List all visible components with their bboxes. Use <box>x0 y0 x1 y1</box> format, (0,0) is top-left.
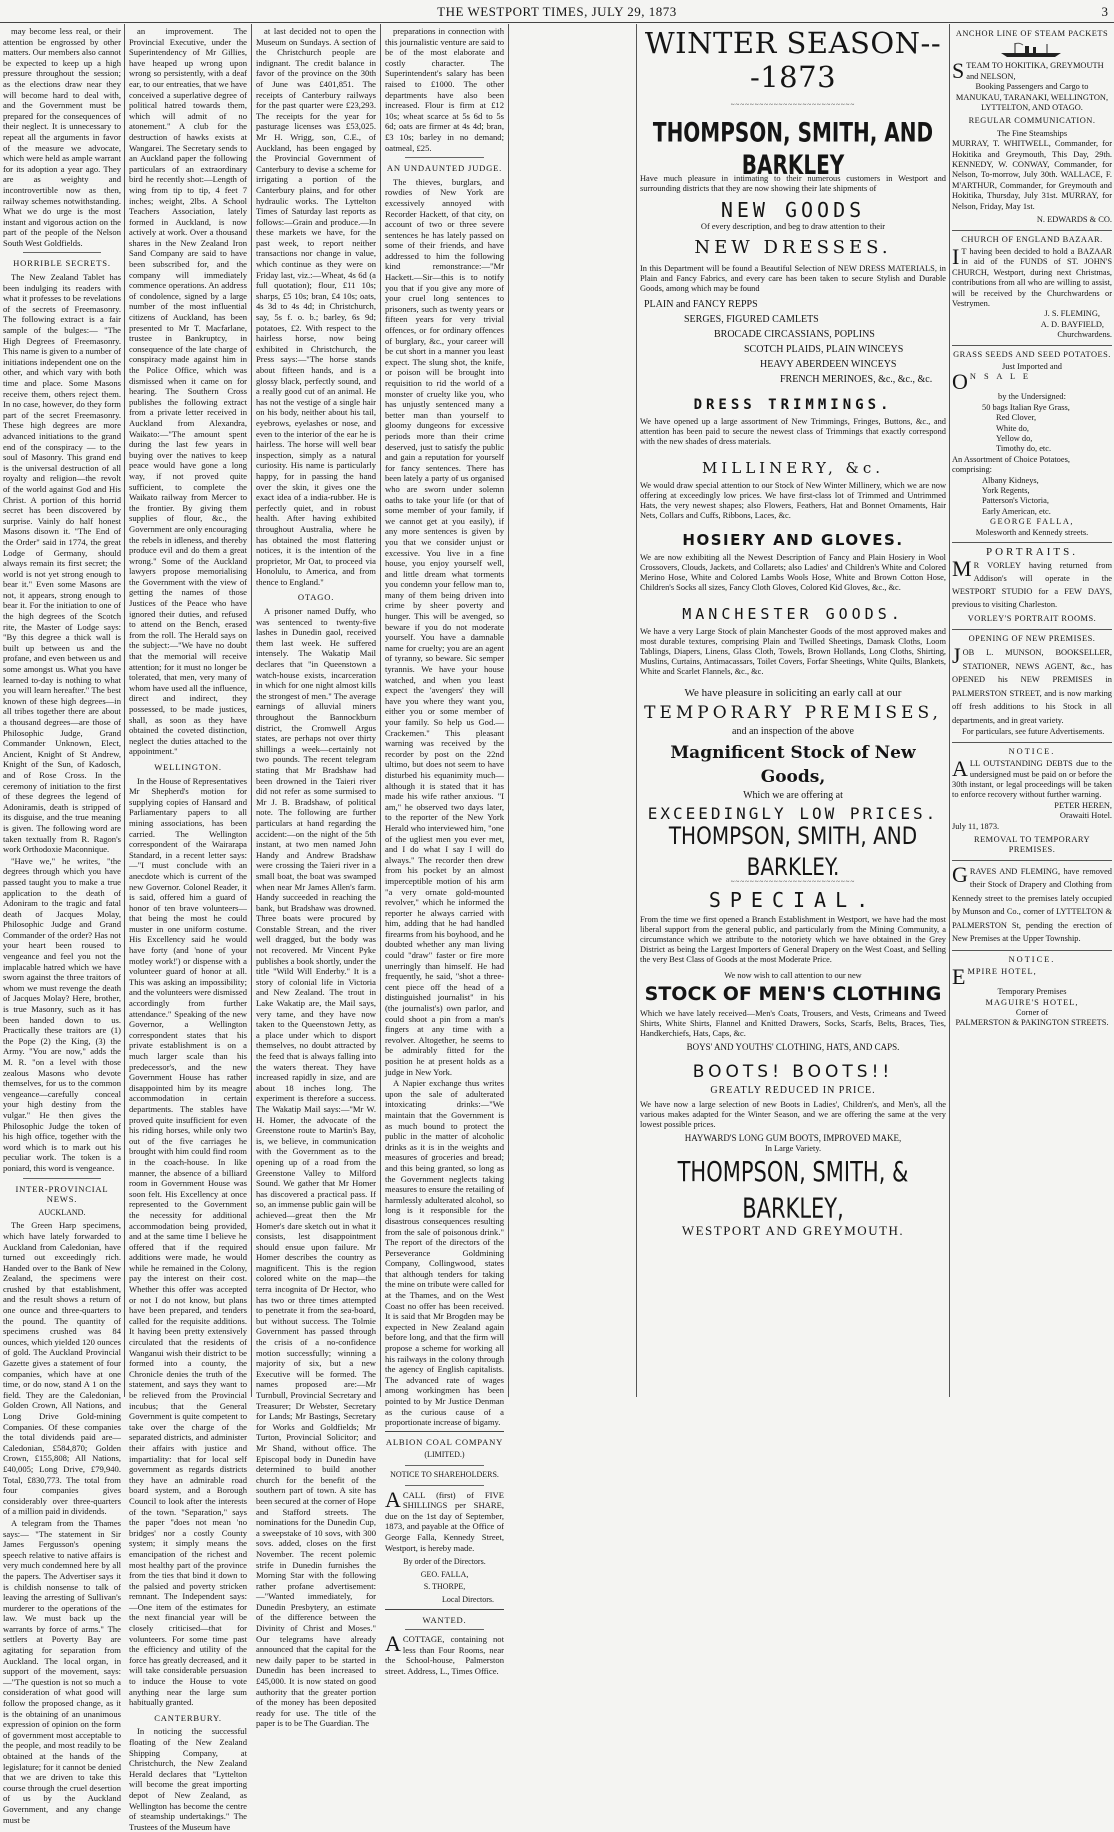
ad-debts-name: PETER HEREN, <box>1054 800 1112 810</box>
ad-intro: Have much pleasure in intimating to their numerous customers in Westport and surrounding districts that they are now showing their late shipments of <box>640 174 946 193</box>
ad-soliciting: We have pleasure in soliciting an early call at our <box>684 687 902 699</box>
column-4 <box>385 26 504 1676</box>
fabric-item: FRENCH MERINOES, &c., &c., &c. <box>780 374 933 385</box>
divider <box>405 1629 484 1630</box>
ad-manchester-body: We have a very Large Stock of plain Manchester Goods of the most approved makes and most durable textures, comprising Plain and Twilled Sheetings, Damask Cloths, Loom Tablings, Diapers, Linens, Glass Cloth, Towels, Brown Hollands, Long Cloths, Shirting, Muslins, Curtains, Antimacassars, Toilet Covers, Forfar Sheetings, White Quilts, Blankets, White and Scarlet Flannels, &c., &c. <box>640 627 946 676</box>
divider <box>385 1609 504 1610</box>
article-text: "Have we," he writes, "the degrees through which you have passed taught you to make a true application to the death of Adoniram to the tragic and fatal death of Jacques Molay, Philosophic Judge and Grand Commander of the order? Has not your heart been roused to vengeance and feel you not the implacable hatred which we have sworn against the three traitors of whom we must revenge the death of Jacques Molay? Here, brother, is true Masonry, such as it has been handed down to us. Practically these traitors are (1) the Pope (2) the King, (3) the Army. "You are now," adds the M. R. "on a level with those zealous Masons who devote themselves, for us to the common vengeance—carefully conceal your high destiny from the vulgar." He then gives the Philosophic Judge the token of his high office, together with the word which is to mark out his peculiar work. The token is a poniard, this word is vengeance. <box>3 855 121 1173</box>
drop-cap: S <box>952 58 965 84</box>
ad-grass-sale <box>952 369 1112 395</box>
ad-albion-role: Local Directors. <box>442 1594 494 1604</box>
drop-cap: O <box>952 369 968 395</box>
ad-boots-body: We have now a large selection of new Boots in Ladies', Children's, and Men's, all the various makes adapted for the Winter Season, and we are offering the same at the very lowest possible prices. <box>640 1100 946 1129</box>
ad-magnificent-stock: Magnificent Stock of New Goods, <box>670 743 916 787</box>
ad-graves-body <box>952 861 1112 946</box>
drop-cap: G <box>952 861 968 887</box>
article-text: A Napier exchange thus writes upon the sale of adulterated intoxicating drinks:—"We maintain that the Government is as much bound to protect the public in the matter of alcoholic drinks as it is in the weights and measures of groceries and bread; and this being granted, so long as the Government neglects taking measures to ensure the retailing of harmlessly adulterated alcohol, so long is it responsible for the disastrous consequences resulting from the sale of poisonous drink." The report of the directors of the Perseverance Goldmining Company, Collingwood, states that although tenders for taking the mine on tribute were called for at the Thames, and on the West Coast no offer has been received. It is said that Mr Brogden may be expected in New Zealand again before long, and that the firm will propose a scheme for working all his railways in the colony through the agency of English capitalists. The advanced rate of wages among workingmen has been pointed to by Mr Justice Denman as the curious cause of a proportionate increase of bigamy. <box>385 1078 504 1428</box>
ad-albion-name-1: GEO. FALLA, <box>420 1569 469 1579</box>
headline-undaunted-judge: AN UNDAUNTED JUDGE. <box>386 163 503 174</box>
article-text: In the House of Representatives Mr Shepherd's motion for supplying copies of Hansard and Parliamentary papers to all mining associations, has been carried. The Wellington correspondent of the Wairarapa Standard, in a recent letter says:—"I must conclude with an anecdote which is current of the new Governor. Colonel Reader, it is said, offered him a guard of honor of ten brave volunteers—that being the most he could muster in one uniform costume. His Excellency said he would have forty (and 'none of your motley work!') or dispense with a volunteer guard of honor at all. This was asking an impossibility; and the volunteers were dismissed accordingly from further attendance." Speaking of the new Governor, a Wellington correspondent states that his private establishment is on a much larger scale than his predecessor's, and the new Government House has rather disappointed him by its meagre accommodation in certain departments. The stables have proved quite insufficient for even his riding horses, while only two out of the five carriages he brought with him could find room in the coach-house. In like manner, the absence of a billiard room in Government House was soon felt. His Excellency at once represented to the Government the necessity for additional accommodation being provided, and at the same time I believe he offered that if the required additions were made, he would while he remained in the Colony, pay the interest on their cost. Whether this offer was accepted or not I do not know, but plans have been prepared, and tenders called for the requisite additions. It having been pretty extensively circulated that the residents of Wanganui wish their district to be formed into a county, the Chronicle denies the truth of the statement, and says they want to be relieved from the Provincial incubus; that the General Government is quite competent to take over the charge of the separated districts, and administer their affairs with justice and impartiality: that for local self government as regards districts they have an admirable road board system, and a Borough Council to look after the interests of the town. "Separation," says the paper "does not mean 'no bridges' nor a costly County system; it simply means the emancipation of the richest and most healthy part of the province from the ties that bind it down to the palsied and poverty stricken remnant. The Independent says:—One item of the estimates for the next financial year will be closely criticised—that for volunteers. For some time past the efficiency and utility of the force has greatly decreased, and it will take considerable persuasion to induce the House to vote anything near the large sum habitually granted. <box>129 775 247 1708</box>
ad-grass-imported: Just Imported and <box>1001 361 1062 371</box>
drop-cap: A <box>385 1486 401 1512</box>
ad-location: WESTPORT AND GREYMOUTH. <box>681 1223 905 1238</box>
ad-reduced: GREATLY REDUCED IN PRICE. <box>710 1085 876 1096</box>
ad-munson-body <box>952 643 1112 727</box>
ad-albion-title: ALBION COAL COMPANY <box>385 1436 504 1447</box>
ad-new-goods: NEW GOODS <box>720 198 866 222</box>
ad-wanted-title: WANTED. <box>422 1614 467 1625</box>
ad-bazaar-name-1: J. S. FLEMING, <box>1044 309 1100 319</box>
ad-agents: N. EDWARDS & CO. <box>1036 215 1112 225</box>
article-text: preparations in connection with this journalistic venture are said to be of the most elaborate and costly character. The Superintendent's salary has been raised to £1000. The other departments have also been increased. Flour is firm at £12 10s; wheat scarce at 5s 6d to 5s 6d; oats are firmer at 4s 4d; bran, £3 10s; barley in no demand; oatmeal, £25. <box>385 26 504 153</box>
ad-empire <box>952 964 1112 990</box>
fabric-list <box>640 297 946 387</box>
drop-cap: M <box>952 556 972 582</box>
drop-cap: J <box>952 643 961 669</box>
article-text: at last decided not to open the Museum on Sundays. A section of the Christchurch people are indignant. The credit balance in favor of the province on the 30th of June was £401,851. The receipts of Canterbury railways for the past quarter were £23,293. The receipts for the year for pasturage licenses was £53,025. Mr H. Wrigg, son, C.E., of Auckland, has been engaged by the Provincial Government of Canterbury to devise a scheme for irrigating a portion of the Canterbury plains, and for other hydraulic works. The Lyttelton Times of Saturday last reports as follows:—Grain and produce.—In these markets we have, for the past week, to report neither transactions nor change in value, which continue as they were on Friday last, viz.:—Wheat, 4s 6d (a full quotation); flour, £11 10s; sharps, £5 10s; bran, £4 10s; oats, 4s 3d to 4s 4d; in Christchurch, say, 5s f. o. b.; barley, 6s 9d; potatoes, £2. With respect to the hairless horse, now being exhibited in Christchurch, the Press says:—"The horse stands about fifteen hands, and is a glossy black, perfectly sound, and a really good cut of an animal. He has not the vestige of a single hair on his body, neither about his tail, eyebrows, eyelashes or nose, and even to the interior of the ear he is hairless. The horse will well bear inspection, simply as a natural curiosity. His name is particularly happy, for in passing the hand over the skin, it gives one the exact idea of a india-rubber. He is perfectly quiet, and in robust health. After having exhibited throughout Australia, where he has obtained the most flattering notices, it is the intention of the proprietor, Mr Oat, to proceed via Honolulu, to America, and from thence to England." <box>256 26 376 587</box>
ad-albion-text: CALL (first) of FIVE SHILLINGS per SHARE, due on the 1st day of September, 1873, and payable at the Office of George Falla, Kennedy Street, Westport, is hereby made. <box>385 1489 504 1553</box>
column-2 <box>129 26 247 1832</box>
ad-debts-hotel: Orawaiti Hotel. <box>1059 811 1112 821</box>
ad-munson-text: OB L. MUNSON, BOOKSELLER, STATIONER, NEWS AGENT, &c., has OPENED his NEW PREMISES in PALMERSTON STREET, and is now marking off fresh additions to his Stock in all departments, and in great variety. <box>952 648 1112 725</box>
potato-list <box>952 476 1112 518</box>
ad-wish: We now wish to call attention to our new <box>724 971 862 980</box>
ad-desc: Of every description, and beg to draw attention to their <box>700 222 886 231</box>
grass-item: Red Clover, <box>996 413 1037 423</box>
headline-horrible-secrets: HORRIBLE SECRETS. <box>13 258 111 269</box>
ad-bazaar-role: Churchwardens. <box>1057 330 1112 340</box>
ad-albion-body <box>385 1486 504 1554</box>
divider <box>952 950 1112 951</box>
grass-item: White do, <box>996 423 1030 433</box>
divider <box>405 1485 484 1486</box>
ad-mens-clothing: STOCK OF MEN'S CLOTHING <box>644 983 942 1005</box>
ad-anchor-line: ANCHOR LINE OF STEAM PACKETS <box>955 29 1109 38</box>
ad-munson-particulars: For particulars, see future Advertisements. <box>962 727 1105 737</box>
ad-special-body: From the time we first opened a Branch Establishment in Westport, we have had the most liberal support from the general public, and particularly from the Mining Community, a circumstance which we attribute to the notoriety which we have obtained in the Grey District as being the Largest Importers of General Drapery on the West Coast, and Selling the very Best Class of Goods at the most Moderate Price. <box>640 915 946 964</box>
ad-notice-2: NOTICE. <box>1008 954 1056 964</box>
ad-grass-sale-text: N S A L E <box>969 372 1032 382</box>
ad-firm-name-2: THOMPSON, SMITH, AND BARKLEY. <box>668 821 918 881</box>
page-number: 3 <box>1101 4 1108 19</box>
divider <box>23 1178 101 1179</box>
fabric-item: BROCADE CIRCASSIANS, POPLINS <box>714 329 875 340</box>
ad-low-prices: EXCEEDINGLY LOW PRICES. <box>647 804 939 823</box>
ad-bazaar-text: T having been decided to hold a BAZAAR in aid of the FUNDS of ST. JOHN'S CHURCH, Westport, during next Christmas, contributions from all who are willing to assist, will be received by the Churchwardens or Vestrymen. <box>952 246 1112 308</box>
fabric-item: SERGES, FIGURED CAMLETS <box>684 314 819 325</box>
drapery-advertisement <box>640 26 946 1395</box>
ad-which: Which we are offering at <box>743 790 843 801</box>
fabric-item: SCOTCH PLAIDS, PLAIN WINCEYS <box>744 344 904 355</box>
section-wellington: WELLINGTON. <box>154 761 222 772</box>
article-text: In noticing the successful floating of the New Zealand Shipping Company, at Christchurch, the New Zealand Herald declares that "Lyttelton will become the great importing depot of New Zealand, as Wellington has become the centre of steamship undertakings." The Trustees of the Museum have <box>129 1726 247 1832</box>
ad-corner: Corner of <box>1015 1007 1049 1017</box>
column-3 <box>256 26 376 1729</box>
ad-steam-body <box>952 58 1112 84</box>
article-text: an improvement. The Provincial Executive, under the Superintendency of Mr Gillies, have heaped up wrong upon wrong so persistently, with a deaf ear, to our entreaties, that we have conceived a superlative degree of political hatred towards them, which will admit of no atonement." A club for the destruction of hawks exists at Wangarei. The Secretary sends to an Auckland paper the following particulars of an extraordinary bird he recently shot:—Length of wing from tip to tip, 4 feet 7 inches; weight, 2lbs. A School Teachers Association, lately formed in Auckland, is now actively at work. Over a thousand shares in the New Zealand Iron Sand Company are said to have been subscribed for, and the company will immediately commence operations. An address of condolence, signed by a large number of the most influential citizens of Auckland, has been presented to Mr T. Macfarlane, trustee in Bankruptcy, in consequence of the late charge of conspiracy made against him in the Police Office, which was dismissed when it came on for hearing. The Southern Cross publishes the following extract from a private letter received in Auckland from Alexandra, Waikato:—"The amount spent during the last few years in buying over the natives to keep peace would have gone a long way, if not proved quite sufficient, to complete the Waikato railway from Mercer to the frontier. By giving them supplies of flour, &c., the Government are only encouraging the rebels in idleness, and thereby produce evil and do them a great wrong." Some of the Auckland lawyers propose memorialising the Government with the view of getting the names of those Justices of the Peace who have ignored their duties, and refused to attend on the Bench, erased from the roll. The Herald says on the subject:—"We have no doubt that the memorial will receive attention; for it must no longer be tolerated, that men, very many of whom have used all the influence, direct and indirect, they possessed, to be made justices, shall, as soon as they have obtained the coveted distinction, neglect the duties attached to the appointment." <box>129 26 247 757</box>
ad-ships: MURRAY, T. WHITWELL, Commander, for Hokitika and Greymouth, This Day, 29th. KENNEDY, W. CONWAY, Commander, for Nelson, To-morrow, July 30th. WALLACE, F. M'ARTHUR, Commander, for Greymouth and Hokitika, Thursday, July 31st. MURRAY, for Nelson, Friday, May 1st. <box>952 139 1112 211</box>
divider <box>952 542 1112 543</box>
ad-manchester: MANCHESTER GOODS. <box>682 605 904 623</box>
steamship-icon <box>997 41 1067 59</box>
ad-removal: REMOVAL TO TEMPORARY PREMISES. <box>973 834 1091 855</box>
ad-dresses-body: In this Department will be found a Beautiful Selection of NEW DRESS MATERIALS, in Plain and Fancy Fabrics, and every care has been taken to secure Stylish and Durable Goods, among which may be found <box>640 264 946 293</box>
ad-debts-text: LL OUTSTANDING DEBTS due to the undersigned must be paid on or before the 30th instant, or legal proceedings will be taken to enforce recovery without further warning. <box>952 759 1112 800</box>
ad-vorley-rooms: VORLEY'S PORTRAIT ROOMS. <box>967 614 1097 624</box>
ad-church-bazaar: CHURCH OF ENGLAND BAZAAR. <box>961 234 1103 244</box>
ad-hosiery-body: We are now exhibiting all the Newest Description of Fancy and Plain Hosiery in Wool Crossovers, Clouds, Jackets, and Collarets; also Ladies' and Children's White and Colored Merino Hose, White and Colored Lambs Wools Hose, White and Brown Cotton Hose, Children's Socks all sizes, Fancy Cloth Gloves, Colored Kid Gloves, &c., &c. <box>640 553 946 592</box>
divider <box>952 860 1112 861</box>
ad-empire-text: MPIRE HOTEL, <box>967 967 1037 977</box>
ad-special: SPECIAL. <box>708 888 878 912</box>
grass-item: Timothy do, etc. <box>996 444 1052 454</box>
ad-streets: PALMERSTON & PAKINGTON STREETS. <box>955 1018 1109 1028</box>
drop-cap: A <box>952 756 968 782</box>
ad-fine-steamships: The Fine Steamships <box>996 128 1068 138</box>
potato-item: York Regents, <box>982 486 1030 496</box>
ad-boots: BOOTS! BOOTS!! <box>692 1062 894 1082</box>
ad-trimmings-body: We have opened up a large assortment of New Trimmings, Fringes, Buttons, &c., and attention has been paid to secure the newest class of Trimmings that exactly correspond with the new shades of dress materials. <box>640 417 946 446</box>
article-text: may become less real, or their attention be engrossed by other matters. Our members also cannot be expected to keep up a high pressure throughout the session; as the elections draw near they will become hard to deal with, and the Government must be prepared for the consequences of their neglect. It is unnecessary to repeat all the arguments in favor of the measure we advocate, which were held as ample warrant for its adoption a year ago. They are as weighty and incontrovertible now as then, railway schemes notwithstanding. What we do urge is the most instant and vigorous action on the part of the people of the Nelson South West Goldfields. <box>3 26 121 248</box>
fabric-item: HEAVY ABERDEEN WINCEYS <box>760 359 897 370</box>
ad-inspection: and an inspection of the above <box>732 726 854 737</box>
article-text: The Green Harp specimens, which have lately forwarded to Auckland from Caledonian, have turned out exceedingly rich. Handed over to the Bank of New Zealand, the specimens were crushed by that establishment, and the result shows a return of one ounce and three-quarters to the pound. The quantity of specimens crushed was 84 ounces, which yielded 120 ounces of gold. The Auckland Provincial Gazette gives a statement of four companies, which have at one time, or do now, stand A 1 on the field. They are the Caledonian, Golden Crown, All Nations, and Long Drive Gold-mining Companies. Of these companies the total dividends paid are—Caledonian, £584,870; Golden Crown, £155,808; All Nations, £40,005; Long Drive, £79,940. Total, £830,773. The total from four companies gives considerably over three-quarters of a million paid in dividends. <box>3 1220 121 1517</box>
column-1 <box>3 26 121 1825</box>
right-column <box>952 26 1112 1395</box>
column-rule <box>251 24 252 1397</box>
drop-cap: A <box>385 1631 401 1657</box>
grass-list <box>952 403 1112 455</box>
ad-potatoes: An Assortment of Choice Potatoes, comprising: <box>952 454 1070 475</box>
divider <box>385 1431 504 1432</box>
masthead <box>0 0 1114 23</box>
grass-item: Yellow do, <box>996 434 1033 443</box>
divider <box>952 629 1112 630</box>
ad-falla-address: Molesworth and Kennedy streets. <box>975 527 1089 537</box>
ad-debts-date: July 11, 1873. <box>952 821 1000 831</box>
ad-booking: Booking Passengers and Cargo to MANUKAU, TARANAKI, WELLINGTON, LYTTELTON, AND OTAGO. <box>955 82 1109 113</box>
ad-vorley-body <box>952 556 1112 611</box>
column-rule <box>124 24 125 1397</box>
divider <box>952 345 1112 346</box>
divider <box>405 1465 484 1466</box>
ad-firm-name: THOMPSON, SMITH, AND BARKLEY <box>652 116 934 181</box>
ad-dress-trimmings: DRESS TRIMMINGS. <box>693 397 893 413</box>
ad-regular: REGULAR COMMUNICATION. <box>968 116 1096 126</box>
ad-millinery-body: We would draw special attention to our Stock of New Winter Millinery, which we are now offering at exceedingly low prices. We have first-class lot of Trimmed and Untrimmed Hats, the very newest shapes; also Flowers, Feathers, Hat and Bonnet Ornaments, Hair Nets, Collars and Cuffs, Ribbons, Laces, &c. <box>640 481 946 520</box>
divider <box>405 157 484 158</box>
potato-item: Patterson's Victoria, <box>982 496 1049 506</box>
ad-bazaar-name-2: A. D. BAYFIELD, <box>1040 319 1104 329</box>
ad-graves-text: RAVES AND FLEMING, have removed their Stock of Drapery and Clothing from Kennedy street to the premises lately occupied by Munson and Co., corner of LYTTELTON & PALMERSTON St, pending the erection of New Premises at the Upper Township. <box>952 866 1112 944</box>
ad-mens-body: Which we have lately received—Men's Coats, Trousers, and Vests, Crimeans and Tweed Shirts, White Shirts, Flannel and Knitted Drawers, Socks, Scarfs, Belts, Braces, Ties, Handkerchiefs, Hats, Caps, &c. <box>640 1009 946 1038</box>
column-rule <box>508 24 509 1397</box>
ad-temp-premises: Temporary Premises <box>997 987 1067 997</box>
ad-grass-by: by the Undersigned: <box>998 392 1066 402</box>
ad-portraits: PORTRAITS. <box>986 546 1078 559</box>
article-text: The New Zealand Tablet has been indulging its readers with what it professes to be revelations of the secrets of Freemasonry. The following extract is a fair sample of the bulges:— "The High Degrees of Freemasonry. This name is given to a number of initiations independent one on the other, and which vary with both time and place. Some Masons receive them, others reject them. In no case, however, do they form part of the secret Freemasonry. These high degrees are more advanced initiations to the grand end of the conspiracy — to the soul of Masonry. This grand end is the universal destruction of all royalty and religion—the revolt of the world against God and His Christ. A portion of this horrid secret has been discovered by surprise. Vainly do half honest Masons disown it. "The End of the Order" said in 1774, the great Lodge of Germany, should always remain its first secret; the world is not yet strong enough to bear it." Even some Masons are not, it appears, strong enough to bear it. For the initiation to one of the high degrees of the Scotch rite, the Master of Lodge says: "By this degree a thick wall is built up between us and the profane, and even between us and some amongst us. What you have learned to-day is nothing to what you will learn hereafter." The best known of these high degrees—in all tribes together there are about a thousand degrees—are those of Philosophic Judge, Grand Commander Unknown, Elect, Ancient, Knight of St Andrew, Knight of the Sun, of Kadosch, and of Rose Cross. In the ceremony of initiation to the first of these degrees the legend of Adoniramis, death is stripped of its disguise, and the true meaning is given. The following word are taken textually from R. Ragon's work Orthodoxie Maconnique. <box>3 272 121 855</box>
divider <box>952 742 1112 743</box>
headline-inter-provincial: INTER-PROVINCIAL NEWS. <box>15 1183 109 1205</box>
ad-winter-season: WINTER SEASON---1873 <box>644 26 942 94</box>
ornament: ~~~~~~~~~~~~~~~~~~~~~~~~~~ <box>730 878 856 886</box>
drop-cap: I <box>952 243 960 269</box>
fabric-item: PLAIN and FANCY REPPS <box>644 299 758 310</box>
ad-albion-name-2: S. THORPE, <box>423 1582 466 1592</box>
ad-hosiery: HOSIERY AND GLOVES. <box>682 531 904 549</box>
divider <box>952 230 1112 231</box>
section-otago: OTAGO. <box>297 592 335 603</box>
ad-boys: BOYS' AND YOUTHS' CLOTHING, HATS, AND CAPS. <box>686 1042 900 1052</box>
ad-temporary-premises: TEMPORARY PREMISES, <box>644 703 942 723</box>
ad-maguire: MAGUIRE'S HOTEL, <box>985 997 1079 1007</box>
section-canterbury: CANTERBURY. <box>154 1712 222 1723</box>
ad-debts-body <box>952 756 1112 801</box>
column-rule <box>636 24 637 1397</box>
article-text: A prisoner named Duffy, who was sentenced to twenty-five lashes in Dunedin gaol, received them last week. He suffered intensely. The Wakatip Mail declares that "in Queenstown a watch-house exists, incarceration in which for one night almost kills the strongest of men." The average earnings of alluvial miners throughout the Bannockburn district, the Cromwell Argus states, are perhaps not over thirty shillings a week—certainly not two pounds. The recent telegram stating that Mr Bradshaw had been drowned in the Taieri river did not refer as some surmised to Mr J. B. Bradshaw, of political note. The following are further particulars at hand regarding the accident:—on the night of the 5th instant, at two men named John Handy and Andrew Bradshaw were crossing the Taieri river in a small boat, the boat was swamped when near Mr James Allen's farm. Handy succeeded in reaching the bank, but Bradshaw was drowned. Three boats were procured by Constable Strean, and the river well dragged, but the body was not recovered. Mr Vincent Pyke publishes a book shortly, under the title "Wild Will Enderby." It is a story of colonial life in Victoria and New Zealand. The trout in Lake Wakatip are, the Mail says, very tame, and they have now taken to the Queenstown Jetty, as a place under which to disport themselves, no doubt attracted by the feed that is always falling into the waters thereat. They have increased rapidly in size, and are about 18 inches long. The experiment is therefore a success. The Wakatip Mail says:—"Mr W. H. Homer, the advocate of the Greenstone route to Martin's Bay, is, we believe, in communication with the Government as to the opening up of a road from the Greenstone Valley to Milford Sound. We gather that Mr Homer has discovered a practical pass. If so, an immense public gain will be achieved—great then the Mr Homer's dare sketch out in what it consists, lest disappointment should ensue upon failure. Mr Homer describes the country as magnificent. This is the region colored white on the map—the terra incognita of Dr Hector, who has two or three times attempted to penetrate it from the sea-board, but without success. The Tolmie Government has passed through the crisis of a no-confidence motion successfully; winning a majority of six, but a new Executive will be formed. The names proposed are:—Mr Turnbull, Provincial Secretary and Treasurer; Dr Webster, Secretary for Lands; Mr Bastings, Secretary for Works and Goldfields; Mr Turton, Provincial Solicitor; and Mr Shand, without office. The Episcopal body in Dunedin have determined to build another church for the benefit of the southern part of town. A site has been secured at the corner of Hope and Stafford streets. The nominations for the Dunedin Cup, a sweepstake of 10 sovs, with 300 sovs. added, closes on the first November. The recent polemic strife in Dunedin furnishes the Morning Star with the following rather profane advertisement:—"Wanted immediately, for Dunedin Presbytery, an estimate of the difference between the Divinity of Christ and Moses." Our telegrams have already announced that the capital for the new daily paper to be started in Dunedin has been increased to £45,000. It is now stated on good authority that the greater portion of the money has been deposited ready for use. The title of the paper is to be The Guardian. The <box>256 606 376 1729</box>
ad-notice: NOTICE. <box>1008 746 1056 756</box>
article-text: A telegram from the Thames says:— "The statement in Sir James Fergusson's opening speech relative to native affairs is very much condemned here by all the papers. The Advertiser says it is childish nonsense to talk of leaving the arresting of Sullivan's murderer to the operations of the law. We must back up the warrants by force of arms." The settlers at Poverty Bay are agitating for separation from Auckland. The local organ, in support of the movement, says:—"The question is not so much a consideration of what good will follow the proposed change, as it is the obtaining of an unanimous expression of opinion on the form of government most acceptable to the people, and most readily to be obtained at the hands of the legislature; for it cannot be denied that we are driven to take this course through the cruel desertion of us by the Auckland Government, and any change must be <box>3 1517 121 1825</box>
ad-variety: In Large Variety. <box>764 1144 822 1153</box>
ad-vorley-text: R VORLEY having returned from Addison's will operate in the WESTPORT STUDIO for a FEW DAYS, previous to visiting Charleston. <box>952 561 1112 610</box>
ad-bazaar-body <box>952 243 1112 309</box>
ornament: ~~~~~~~~~~~~~~~~~~~~~~~~~~ <box>730 101 856 109</box>
article-text: The thieves, burglars, and rowdies of New York are excessively annoyed with Recorder Hackett, of that city, on account of two or three severe sentences he has lately passed on some of their friends, and have addressed to him the following kind remonstrance:—"Mr Hackett.—Sir—this is to notify you that if you give any more of your cruel long sentences to prisoners, such as twenty years or fifteen years for very trivial offences, or for ordinary offences of burglary, &c., your career will be cut short in a manner you least expect. The slung shot, the knife, or poison will be brought into requisition to rid the world of a monster of cruelty like you, who has unjustly sentenced many a better man than yourself to gloomy dungeons for excessive periods more than their crime deserved, just to satisfy the public and gain a reputation for yourself for fancy sentences. There has been lately a party of us organised who are sworn under solemn oaths to take your life (or that of some member of your family, if we cannot get at you easily), if any more sentences is given by you that we consider unjust or excessive. You live in a fine house, you enjoy yourself well, and little dream what torments you condemn your fellow man to, many of them being driven into crime by sheer poverty and hunger. This will be avenged, so beware if you do not moderate yourself. You have a damnable name for cruelty; you are an agent of tyranny, so beware. Sic semper tyrannis. We have your house watched, and when you least expect the 'avengers' they will have you where they want you, either you or some member of your family. So help us God.—Crackemen." This pleasant warning was received by the recorder by post on the 22nd ultimo, but does not seem to have disturbed his equanimity much—although it is stated that it has made his wife rather anxious. "I am," he observed two days later, to the reporter of the New York Herald who interviewed him, "one of the ugliest men you ever met, and I do what I say I will do always." The recorder then drew from his pocket by an almost imperceptible motion of his arm "a very ornate gold-mounted revolver," which he informed the reporter he always carried with him, adding that he had handled firearms from his boyhood, and he doubted whether any man living could "draw" faster or fire more unerringly than himself. He had frequently, he said, "shot a three-cent piece off the head of a distinguished journalist" in his (the journalist's) own parlor, and could shoot a pin from a man's fingers at any time with a revolver. Altogether, he seems to be admirably fitted for the position he at present holds as a judge in New York. <box>385 176 504 1077</box>
ad-wanted-text: COTTAGE, containing not less than Four Rooms, near the School-house, Palmerston street. Address, L., Times Office. <box>385 1634 504 1676</box>
section-auckland: AUCKLAND. <box>38 1207 86 1217</box>
ad-wanted-body <box>385 1631 504 1676</box>
grass-item: 50 bags Italian Rye Grass, <box>982 402 1070 412</box>
ad-new-dresses: NEW DRESSES. <box>694 237 892 258</box>
divider <box>23 252 101 253</box>
column-rule <box>380 24 381 1397</box>
ad-steam-text: TEAM TO HOKITIKA, GREYMOUTH and NELSON, <box>966 61 1104 81</box>
ad-albion-by: By order of the Directors. <box>403 1557 486 1567</box>
ad-albion-limited: (LIMITED.) <box>424 1450 465 1460</box>
ad-albion-notice: NOTICE TO SHAREHOLDERS. <box>390 1469 499 1479</box>
newspaper-title: THE WESTPORT TIMES, JULY 29, 1873 <box>437 4 677 19</box>
ad-falla: GEORGE FALLA, <box>989 517 1074 527</box>
ad-opening: OPENING OF NEW PREMISES. <box>968 633 1096 643</box>
ad-hayward: HAYWARD'S LONG GUM BOOTS, IMPROVED MAKE, <box>684 1133 902 1143</box>
potato-item: Early American, etc. <box>982 506 1051 516</box>
potato-item: Albany Kidneys, <box>982 475 1039 485</box>
drop-cap: E <box>952 964 966 990</box>
ad-millinery: MILLINERY, &c. <box>701 459 885 477</box>
ad-firm-name-3: THOMPSON, SMITH, & BARKLEY, <box>677 1156 909 1224</box>
column-rule <box>949 24 950 1397</box>
ad-grass-seeds: GRASS SEEDS AND SEED POTATOES. <box>953 349 1111 359</box>
